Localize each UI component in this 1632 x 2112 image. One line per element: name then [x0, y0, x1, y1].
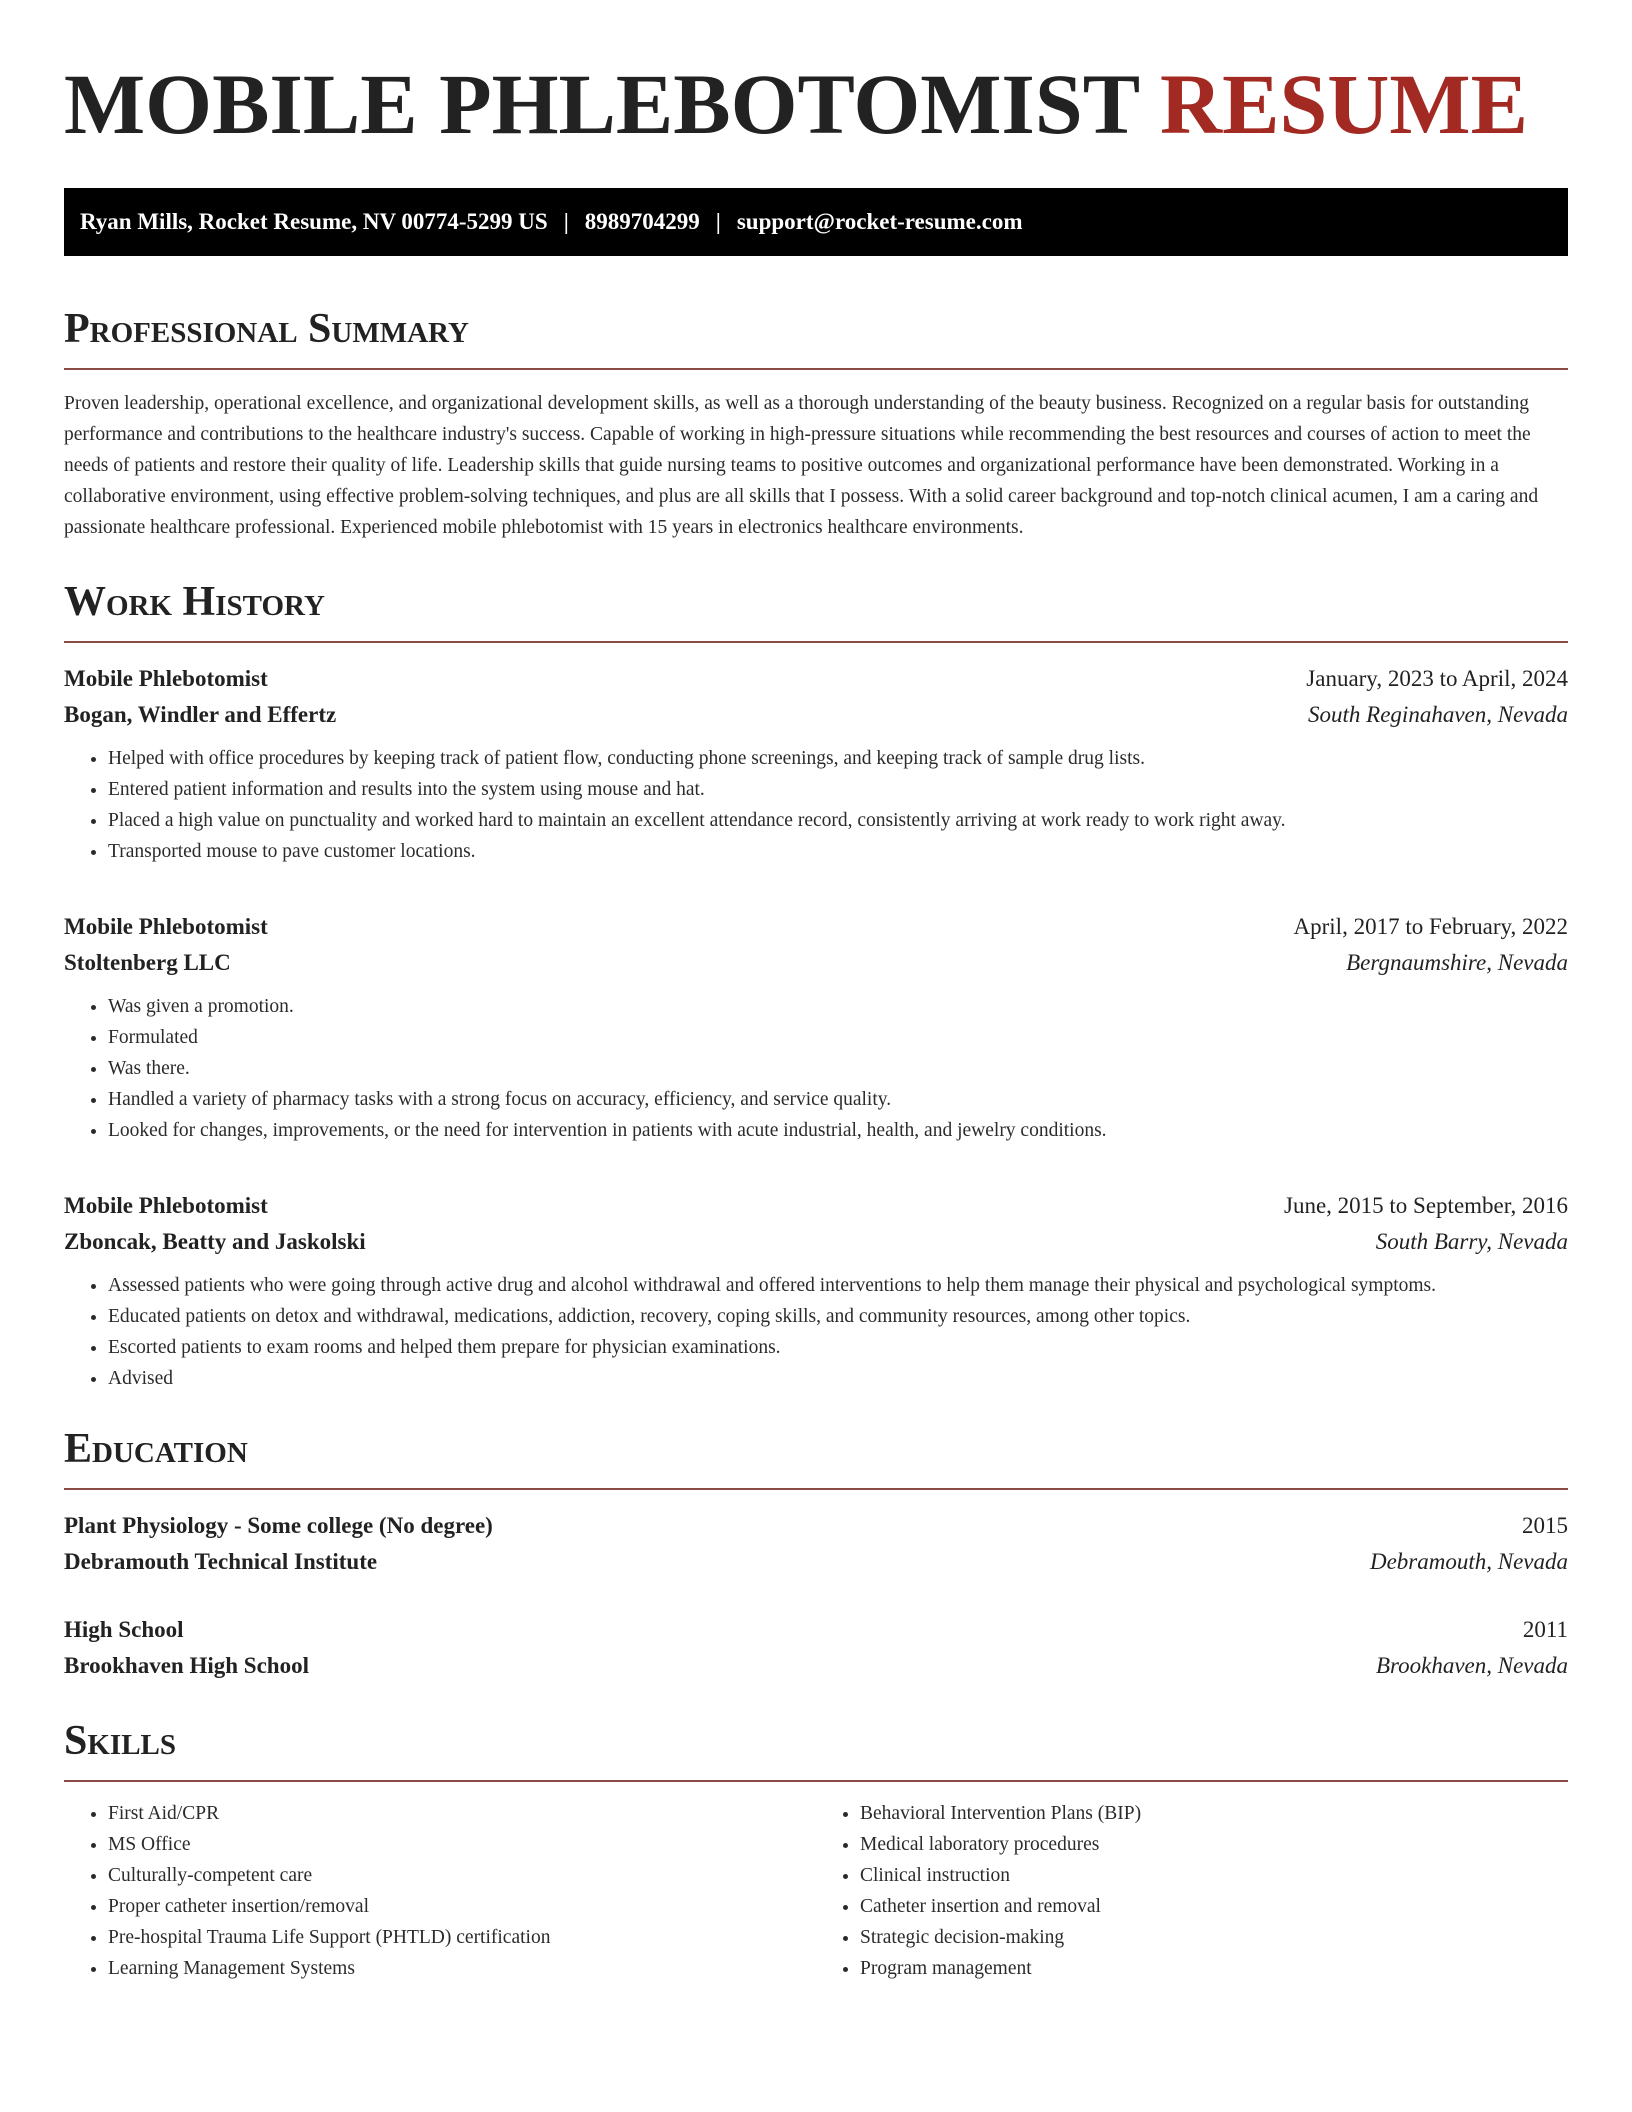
title-accent: RESUME — [1160, 56, 1528, 152]
contact-phone: 8989704299 — [584, 209, 700, 234]
resume-title — [64, 56, 1568, 152]
work-heading: Work History — [64, 579, 325, 625]
education-degree: Plant Physiology - Some college (No degree) — [64, 1513, 493, 1538]
skill-item: • Culturally-competent care — [108, 1860, 816, 1891]
contact-name-address: Ryan Mills, Rocket Resume, NV 00774-5299 US — [80, 209, 548, 234]
job-title-row — [64, 1188, 1568, 1224]
job-dates: June, 2015 to September, 2016 — [1284, 1193, 1568, 1218]
education-degree-row — [64, 1508, 1568, 1544]
education-school: Brookhaven High School — [64, 1653, 309, 1678]
skills-list-right — [816, 1798, 1568, 1984]
job-company-row — [64, 1224, 1568, 1260]
job-bullet: • Advised — [108, 1363, 1568, 1394]
job-company: Stoltenberg LLC — [64, 950, 231, 975]
education-school-row — [64, 1544, 1568, 1580]
section-divider — [64, 641, 1568, 643]
job-title-row — [64, 661, 1568, 697]
education-school-row — [64, 1648, 1568, 1684]
education-location: Brookhaven, Nevada — [1375, 1653, 1568, 1678]
skill-item: • Clinical instruction — [860, 1860, 1568, 1891]
education-degree-row — [64, 1612, 1568, 1648]
job-bullet: • Escorted patients to exam rooms and helped them prepare for physician examinations. — [108, 1332, 1568, 1363]
contact-separator: | — [563, 209, 569, 234]
job-bullet: • Helped with office procedures by keeping track of patient flow, conducting phone screenings, and keeping track of sample drug lists. — [108, 743, 1568, 774]
skill-item: • MS Office — [108, 1829, 816, 1860]
job-dates: April, 2017 to February, 2022 — [1293, 914, 1568, 939]
job-dates: January, 2023 to April, 2024 — [1306, 666, 1568, 691]
job-company: Bogan, Windler and Effertz — [64, 702, 337, 727]
job-bullet: • Assessed patients who were going through active drug and alcohol withdrawal and offered interventions to help them manage their physical and psychological symptoms. — [108, 1270, 1568, 1301]
job-bullets — [64, 991, 1568, 1146]
job-bullet: • Was there. — [108, 1053, 1568, 1084]
summary-heading: Professional Summary — [64, 306, 469, 352]
job-bullet: • Transported mouse to pave customer locations. — [108, 836, 1568, 867]
job-bullet: • Handled a variety of pharmacy tasks with a strong focus on accuracy, efficiency, and service quality. — [108, 1084, 1568, 1115]
job-bullets — [64, 743, 1568, 867]
job-title: Mobile Phlebotomist — [64, 1193, 268, 1218]
job-company-row — [64, 945, 1568, 981]
job-bullet: • Looked for changes, improvements, or the need for intervention in patients with acute industrial, health, and jewelry conditions. — [108, 1115, 1568, 1146]
job-bullets — [64, 1270, 1568, 1394]
job-entry — [64, 1188, 1568, 1394]
job-title-row — [64, 909, 1568, 945]
education-heading: Education — [64, 1426, 248, 1472]
contact-separator: | — [715, 209, 721, 234]
skill-item: • Strategic decision-making — [860, 1922, 1568, 1953]
skill-item: • Catheter insertion and removal — [860, 1891, 1568, 1922]
skill-item: • Medical laboratory procedures — [860, 1829, 1568, 1860]
skill-item: • Pre-hospital Trauma Life Support (PHTLD) certification — [108, 1922, 816, 1953]
section-divider — [64, 368, 1568, 370]
skills-heading: Skills — [64, 1718, 177, 1764]
job-bullet: • Formulated — [108, 1022, 1568, 1053]
section-divider — [64, 1488, 1568, 1490]
job-bullet: • Educated patients on detox and withdrawal, medications, addiction, recovery, coping skills, and community resources, among other topics. — [108, 1301, 1568, 1332]
education-degree: High School — [64, 1617, 184, 1642]
job-bullet: • Was given a promotion. — [108, 991, 1568, 1022]
job-location: Bergnaumshire, Nevada — [1346, 950, 1568, 975]
education-entry — [64, 1508, 1568, 1580]
skill-item: • Behavioral Intervention Plans (BIP) — [860, 1798, 1568, 1829]
job-entry — [64, 909, 1568, 1146]
section-divider — [64, 1780, 1568, 1782]
job-title: Mobile Phlebotomist — [64, 914, 268, 939]
skill-item: • Learning Management Systems — [108, 1953, 816, 1984]
job-location: South Reginahaven, Nevada — [1308, 702, 1568, 727]
job-location: South Barry, Nevada — [1375, 1229, 1568, 1254]
education-entry — [64, 1612, 1568, 1684]
skill-item: • Program management — [860, 1953, 1568, 1984]
skills-list-left — [64, 1798, 816, 1984]
job-company-row — [64, 697, 1568, 733]
job-title: Mobile Phlebotomist — [64, 666, 268, 691]
contact-email: support@rocket-resume.com — [736, 209, 1023, 234]
skill-item: • First Aid/CPR — [108, 1798, 816, 1829]
job-entry — [64, 661, 1568, 867]
title-main: MOBILE PHLEBOTOMIST — [64, 56, 1139, 152]
education-location: Debramouth, Nevada — [1369, 1549, 1568, 1574]
education-year: 2015 — [1522, 1513, 1568, 1538]
job-bullet: • Entered patient information and results into the system using mouse and hat. — [108, 774, 1568, 805]
skill-item: • Proper catheter insertion/removal — [108, 1891, 816, 1922]
contact-bar — [64, 188, 1568, 256]
job-bullet: • Placed a high value on punctuality and worked hard to maintain an excellent attendance record, consistently arriving at work ready to work right away. — [108, 805, 1568, 836]
education-school: Debramouth Technical Institute — [64, 1549, 378, 1574]
skills-grid — [64, 1798, 1568, 1984]
education-year: 2011 — [1522, 1617, 1568, 1642]
job-company: Zboncak, Beatty and Jaskolski — [64, 1229, 366, 1254]
summary-text: Proven leadership, operational excellence, and organizational development skills, as well as a thorough understanding of the beauty business. Recognized on a regular basis for outstanding performance and contributions to the healthcare industry's success. Capable of working in high-pressure situations while recommending the best resources and courses of action to meet the needs of patients and restore their quality of life. Leadership skills that guide nursing teams to positive outcomes and organizational performance have been demonstrated. Working in a collaborative environment, using effective problem-solving techniques, and plus are all skills that I possess. With a solid career background and top-notch clinical acumen, I am a caring and passionate healthcare professional. Experienced mobile phlebotomist with 15 years in electronics healthcare environments. — [64, 393, 1539, 538]
